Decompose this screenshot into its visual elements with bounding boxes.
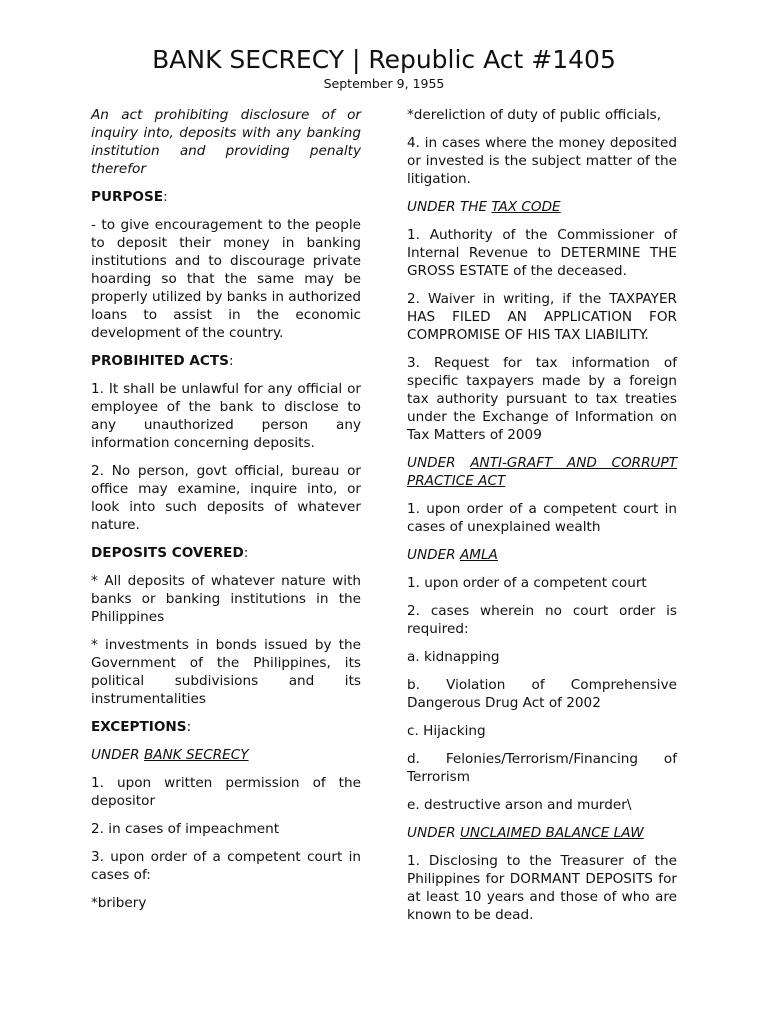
act-description: An act prohibiting disclosure of or inquiry into, deposits with any banking institution and providing penalty therefor: [91, 107, 361, 177]
bank-secrecy-exception-4: 4. in cases where the money deposited or invested is the subject matter of the litigation.: [407, 135, 677, 187]
anti-graft-item-1: 1. upon order of a competent court in cases of unexplained wealth: [407, 501, 677, 535]
anti-graft-subheading: UNDER ANTI-GRAFT AND CORRUPT PRACTICE ACT: [407, 455, 677, 489]
unclaimed-balance-item-1: 1. Disclosing to the Treasurer of the Philippines for DORMANT DEPOSITS for at least 10 years and those of who are known to be dead.: [407, 853, 677, 923]
amla-item-a: a. kidnapping: [407, 649, 500, 665]
amla-item-d: d. Felonies/Terrorism/Financing of Terrorism: [407, 751, 677, 785]
tax-code-item-3: 3. Request for tax information of specific taxpayers made by a foreign tax authority pursuant to tax treaties under the Exchange of Information on Tax Matters of 2009: [407, 355, 677, 443]
bank-secrecy-exception-3a: *bribery: [91, 895, 147, 911]
bank-secrecy-exception-3: 3. upon order of a competent court in cases of:: [91, 849, 361, 883]
purpose-heading: PURPOSE:: [91, 189, 168, 205]
prohibited-act-2: 2. No person, govt official, bureau or office may examine, inquire into, or look into such deposits of whatever nature.: [91, 463, 361, 533]
tax-code-item-2: 2. Waiver in writing, if the TAXPAYER HAS FILED AN APPLICATION FOR COMPROMISE OF HIS TAX LIABILITY.: [407, 291, 677, 343]
bank-secrecy-subheading: UNDER BANK SECRECY: [91, 747, 249, 763]
tax-code-item-1: 1. Authority of the Commissioner of Internal Revenue to DETERMINE THE GROSS ESTATE of the deceased.: [407, 227, 677, 279]
deposits-covered-1: * All deposits of whatever nature with banks or banking institutions in the Philippines: [91, 573, 361, 625]
deposits-covered-heading: DEPOSITS COVERED:: [91, 545, 249, 561]
prohibited-act-1: 1. It shall be unlawful for any official or employee of the bank to disclose to any unauthorized person any information concerning deposits.: [91, 381, 361, 451]
bank-secrecy-exception-3b: *dereliction of duty of public officials,: [407, 107, 662, 123]
amla-item-e: e. destructive arson and murder\: [407, 797, 632, 813]
amla-item-c: c. Hijacking: [407, 723, 486, 739]
left-column: [91, 106, 361, 922]
unclaimed-balance-subheading: UNDER UNCLAIMED BALANCE LAW: [407, 825, 644, 841]
amla-item-b: b. Violation of Comprehensive Dangerous Drug Act of 2002: [407, 677, 677, 711]
document-date: September 9, 1955: [323, 76, 445, 91]
purpose-text: - to give encouragement to the people to deposit their money in banking institutions and to discourage private hoarding so that the same may be properly utilized by banks in authorized loans to assist in the economic development of the country.: [91, 217, 361, 341]
tax-code-subheading: UNDER THE TAX CODE: [407, 199, 561, 215]
deposits-covered-2: * investments in bonds issued by the Government of the Philippines, its political subdivisions and its instrumentalities: [91, 637, 361, 707]
prohibited-acts-heading: PROBIHITED ACTS:: [91, 353, 234, 369]
right-column: [407, 106, 677, 934]
document-title: BANK SECRECY | Republic Act #1405: [152, 45, 616, 74]
amla-item-1: 1. upon order of a competent court: [407, 575, 647, 591]
bank-secrecy-exception-2: 2. in cases of impeachment: [91, 821, 280, 837]
bank-secrecy-exception-1: 1. upon written permission of the depositor: [91, 775, 361, 809]
amla-subheading: UNDER AMLA: [407, 547, 498, 563]
amla-item-2: 2. cases wherein no court order is required:: [407, 603, 677, 637]
exceptions-heading: EXCEPTIONS:: [91, 719, 192, 735]
